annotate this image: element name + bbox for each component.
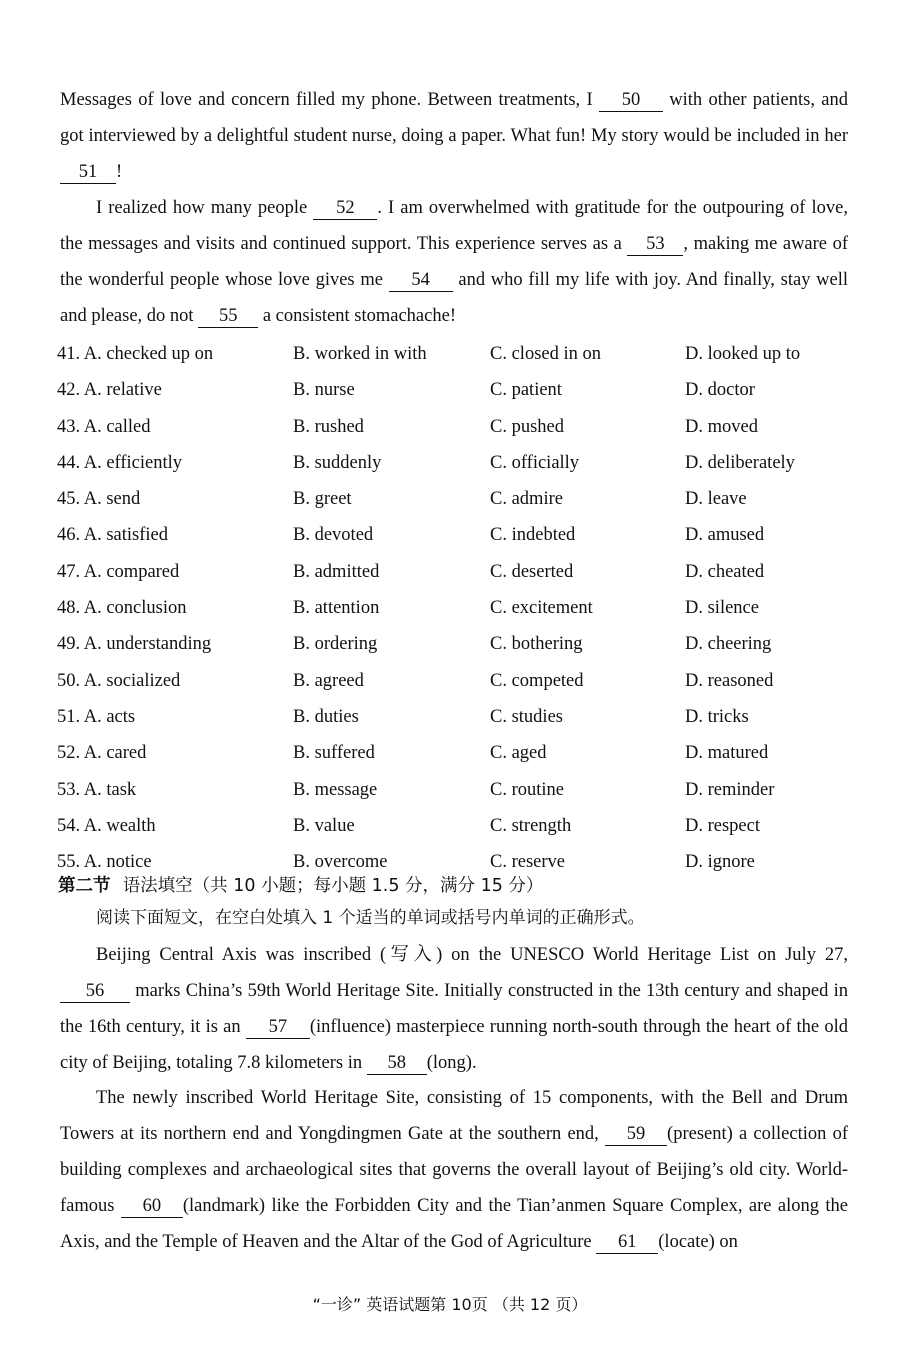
option-row-50	[57, 663, 857, 699]
option-d[interactable]: D. amused	[685, 525, 765, 546]
blank-59[interactable]: 59	[605, 1123, 667, 1146]
option-row-44	[57, 445, 857, 481]
blank-55[interactable]: 55	[198, 305, 258, 328]
option-row-52	[57, 735, 857, 771]
option-d[interactable]: D. matured	[685, 743, 769, 764]
option-a[interactable]: 45. A. send	[57, 489, 141, 510]
option-a[interactable]: 54. A. wealth	[57, 815, 156, 836]
page-footer: “一诊” 英语试题第 10页 （共 12 页）	[312, 1295, 588, 1314]
option-d[interactable]: D. tricks	[685, 706, 749, 727]
option-b[interactable]: B. greet	[293, 489, 352, 510]
option-c[interactable]: C. indebted	[490, 525, 576, 546]
option-b[interactable]: B. duties	[293, 706, 359, 727]
option-row-41	[57, 336, 857, 372]
option-c[interactable]: C. deserted	[490, 561, 574, 582]
blank-54[interactable]: 54	[389, 269, 453, 292]
option-b[interactable]: B. suffered	[293, 743, 375, 764]
option-b[interactable]: B. agreed	[293, 670, 364, 691]
option-d[interactable]: D. silence	[685, 598, 759, 619]
option-a[interactable]: 47. A. compared	[57, 561, 180, 582]
option-b[interactable]: B. ordering	[293, 634, 378, 655]
option-a[interactable]: 52. A. cared	[57, 743, 147, 764]
option-row-49	[57, 626, 857, 662]
blank-57[interactable]: 57	[246, 1016, 310, 1039]
passage2-paragraph1: Beijing Central Axis was inscribed (写入) on the UNESCO World Heritage List on July 27, 56 marks China’s 59th World Heritage Site. Initially constructed in the 13th century and shaped in the 16th century, it is an 57 (influence) masterpiece running north-south through the heart of the old city of Beijing, totaling 7.8 kilometers in 58 (long).	[60, 945, 849, 1073]
blank-53[interactable]: 53	[627, 233, 683, 256]
option-a[interactable]: 46. A. satisfied	[57, 525, 168, 546]
option-a[interactable]: 44. A. efficiently	[57, 452, 183, 473]
option-row-45	[57, 481, 857, 517]
option-a[interactable]: 41. A. checked up on	[57, 344, 214, 364]
option-d[interactable]: D. looked up to	[685, 344, 801, 364]
option-b[interactable]: B. admitted	[293, 561, 380, 582]
option-b[interactable]: B. worked in with	[293, 344, 427, 364]
option-b[interactable]: B. overcome	[293, 852, 388, 873]
option-c[interactable]: C. patient	[490, 380, 562, 401]
option-b[interactable]: B. message	[293, 779, 378, 800]
option-a[interactable]: 50. A. socialized	[57, 670, 181, 691]
section2-heading: 第二节 语法填空（共 10 小题；每小题 1.5 分，满分 15 分）	[58, 876, 544, 896]
blank-61[interactable]: 61	[596, 1231, 658, 1254]
option-c[interactable]: C. routine	[490, 779, 564, 800]
option-c[interactable]: C. studies	[490, 706, 563, 727]
passage1-paragraph1: Messages of love and concern filled my phone. Between treatments, I 50 with other patients, and got interviewed by a delightful student nurse, doing a paper. What fun! My story would be included in her 51 !	[60, 90, 848, 182]
option-c[interactable]: C. reserve	[490, 852, 565, 873]
passage1-paragraph2: I realized how many people 52 . I am overwhelmed with gratitude for the outpouring of love, the messages and visits and continued support. This experience serves as a 53 , making me aware of the wonderful people whose love gives me 54 and who fill my life with joy. And finally, stay well and please, do not 55 a consistent stomachache!	[60, 198, 848, 326]
option-b[interactable]: B. nurse	[293, 380, 355, 401]
option-row-43	[57, 409, 857, 445]
option-b[interactable]: B. rushed	[293, 416, 364, 437]
option-row-54	[57, 808, 857, 844]
option-a[interactable]: 53. A. task	[57, 779, 137, 800]
option-c[interactable]: C. pushed	[490, 416, 564, 437]
blank-56[interactable]: 56	[60, 980, 130, 1003]
option-c[interactable]: C. aged	[490, 743, 547, 764]
options-list	[57, 336, 857, 880]
option-b[interactable]: B. attention	[293, 598, 380, 619]
option-a[interactable]: 43. A. called	[57, 416, 151, 437]
option-b[interactable]: B. suddenly	[293, 452, 382, 473]
option-b[interactable]: B. value	[293, 815, 355, 836]
option-d[interactable]: D. leave	[685, 489, 747, 510]
passage2-paragraph2: The newly inscribed World Heritage Site, consisting of 15 components, with the Bell and Drum Towers at its northern end and Yongdingmen Gate at the southern end, 59 (present) a collection of building complexes and archaeological sites that governs the overall layout of Beijing’s old city. World-famous 60 (landmark) like the Forbidden City and the Tian’anmen Square Complex, are along the Axis, and the Temple of Heaven and the Altar of the God of Agriculture 61 (locate) on	[60, 1088, 849, 1252]
option-a[interactable]: 48. A. conclusion	[57, 598, 187, 619]
blank-52[interactable]: 52	[313, 197, 377, 220]
option-b[interactable]: B. devoted	[293, 525, 374, 546]
option-row-51	[57, 699, 857, 735]
option-d[interactable]: D. cheated	[685, 561, 765, 582]
option-a[interactable]: 51. A. acts	[57, 706, 136, 727]
option-row-46	[57, 517, 857, 553]
blank-51[interactable]: 51	[60, 161, 116, 184]
option-a[interactable]: 42. A. relative	[57, 380, 162, 401]
option-d[interactable]: D. reminder	[685, 779, 775, 800]
option-d[interactable]: D. reasoned	[685, 670, 774, 691]
option-row-47	[57, 554, 857, 590]
option-d[interactable]: D. moved	[685, 416, 758, 437]
option-row-42	[57, 372, 857, 408]
option-a[interactable]: 49. A. understanding	[57, 634, 212, 655]
option-c[interactable]: C. bothering	[490, 634, 583, 655]
blank-50[interactable]: 50	[599, 89, 663, 112]
option-c[interactable]: C. excitement	[490, 598, 593, 619]
option-d[interactable]: D. respect	[685, 815, 760, 836]
blank-58[interactable]: 58	[367, 1052, 427, 1075]
option-c[interactable]: C. closed in on	[490, 344, 601, 364]
option-row-48	[57, 590, 857, 626]
option-c[interactable]: C. competed	[490, 670, 584, 691]
blank-60[interactable]: 60	[121, 1195, 183, 1218]
option-d[interactable]: D. deliberately	[685, 452, 795, 473]
option-row-53	[57, 772, 857, 808]
option-d[interactable]: D. doctor	[685, 380, 755, 401]
option-d[interactable]: D. ignore	[685, 852, 755, 873]
option-d[interactable]: D. cheering	[685, 634, 772, 655]
section2-instruction: 阅读下面短文，在空白处填入 1 个适当的单词或括号内单词的正确形式。	[96, 908, 645, 928]
option-c[interactable]: C. admire	[490, 489, 563, 510]
option-c[interactable]: C. officially	[490, 452, 580, 473]
option-c[interactable]: C. strength	[490, 815, 572, 836]
option-a[interactable]: 55. A. notice	[57, 852, 152, 873]
